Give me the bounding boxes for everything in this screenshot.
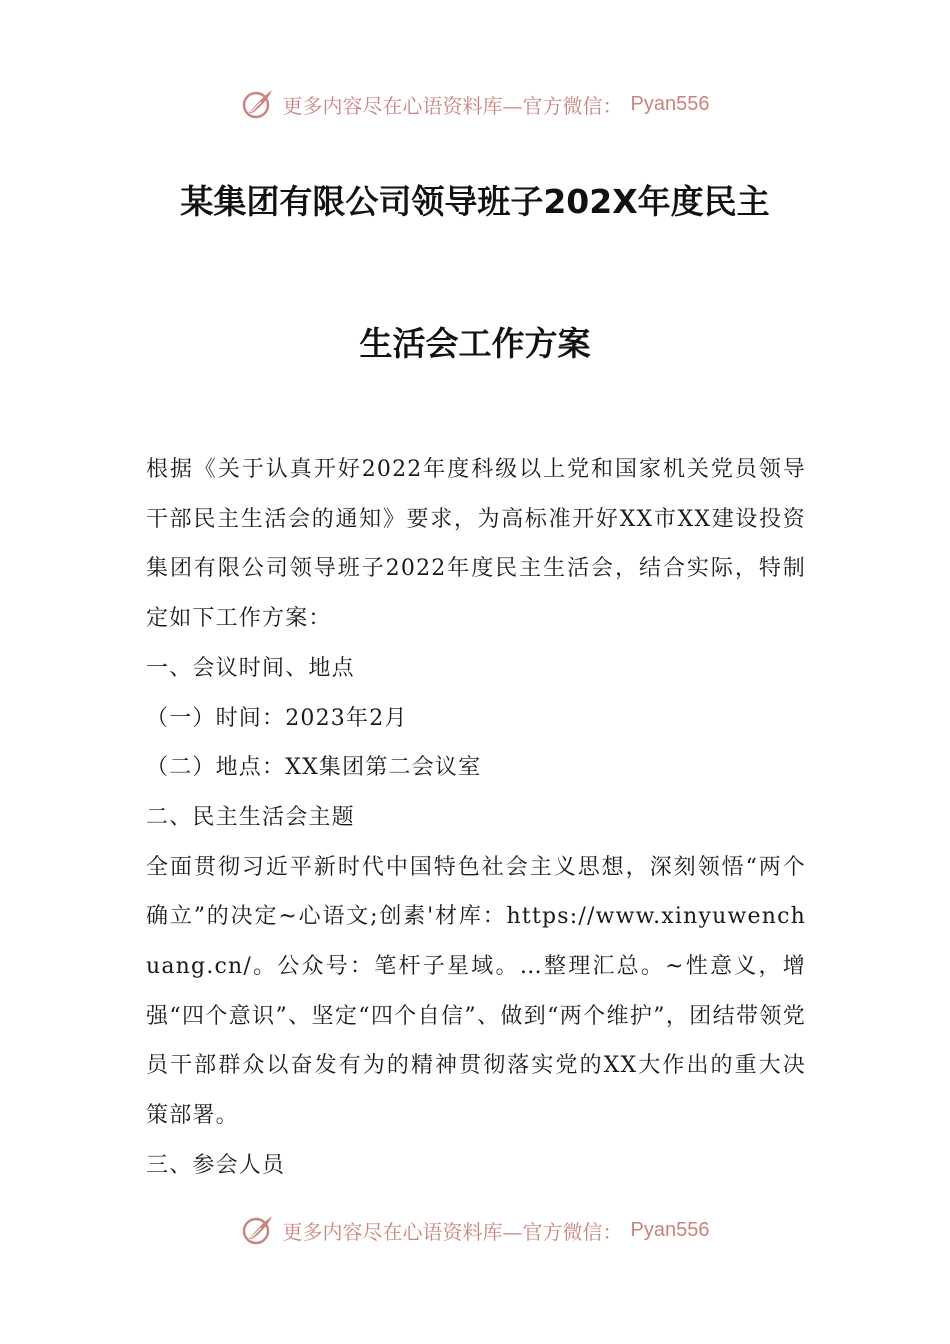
watermark-wechat-id: Pyan556 [630, 1218, 710, 1241]
section1-item-location: （二）地点：XX集团第二会议室 [146, 755, 482, 781]
section3-heading: 三、参会人员 [146, 1152, 286, 1178]
quill-pen-icon [241, 1213, 275, 1247]
section2-paragraph: 全面贯彻习近平新时代中国特色社会主义思想，深刻领悟“两个确立”的决定~心语文;创素'材库：https://www.xinyuwenchuang.cn/。公众号：笔杆子星域。…整理汇总。~性意义，增强“四个意识”、坚定“四个自信”、做到“两个维护”，团结带领党员干部群众以奋发有为的精神贯彻落实党的XX大作出的重大决策部署。 [146, 854, 806, 1129]
quill-pen-icon [241, 87, 275, 121]
section1-heading: 一、会议时间、地点 [146, 655, 355, 681]
document-title-line2: 生活会工作方案 [359, 324, 591, 363]
watermark-text: 更多内容尽在心语资料库—官方微信： [282, 93, 623, 118]
watermark-text: 更多内容尽在心语资料库—官方微信： [282, 1219, 623, 1244]
watermark-wechat-id: Pyan556 [630, 92, 710, 115]
footer-watermark [0, 1208, 950, 1252]
intro-paragraph: 根据《关于认真开好2022年度科级以上党和国家机关党员领导干部民主生活会的通知》要求，为高标准开好XX市XX建设投资集团有限公司领导班子2022年度民主生活会，结合实际，特制定如下工作方案： [146, 457, 806, 632]
section2-heading: 二、民主生活会主题 [146, 804, 355, 830]
section1-item-time: （一）时间：2023年2月 [146, 705, 408, 731]
document-body [146, 445, 806, 1191]
document-title-line1: 某集团有限公司领导班子202X年度民主 [180, 182, 770, 221]
header-watermark [0, 82, 950, 126]
